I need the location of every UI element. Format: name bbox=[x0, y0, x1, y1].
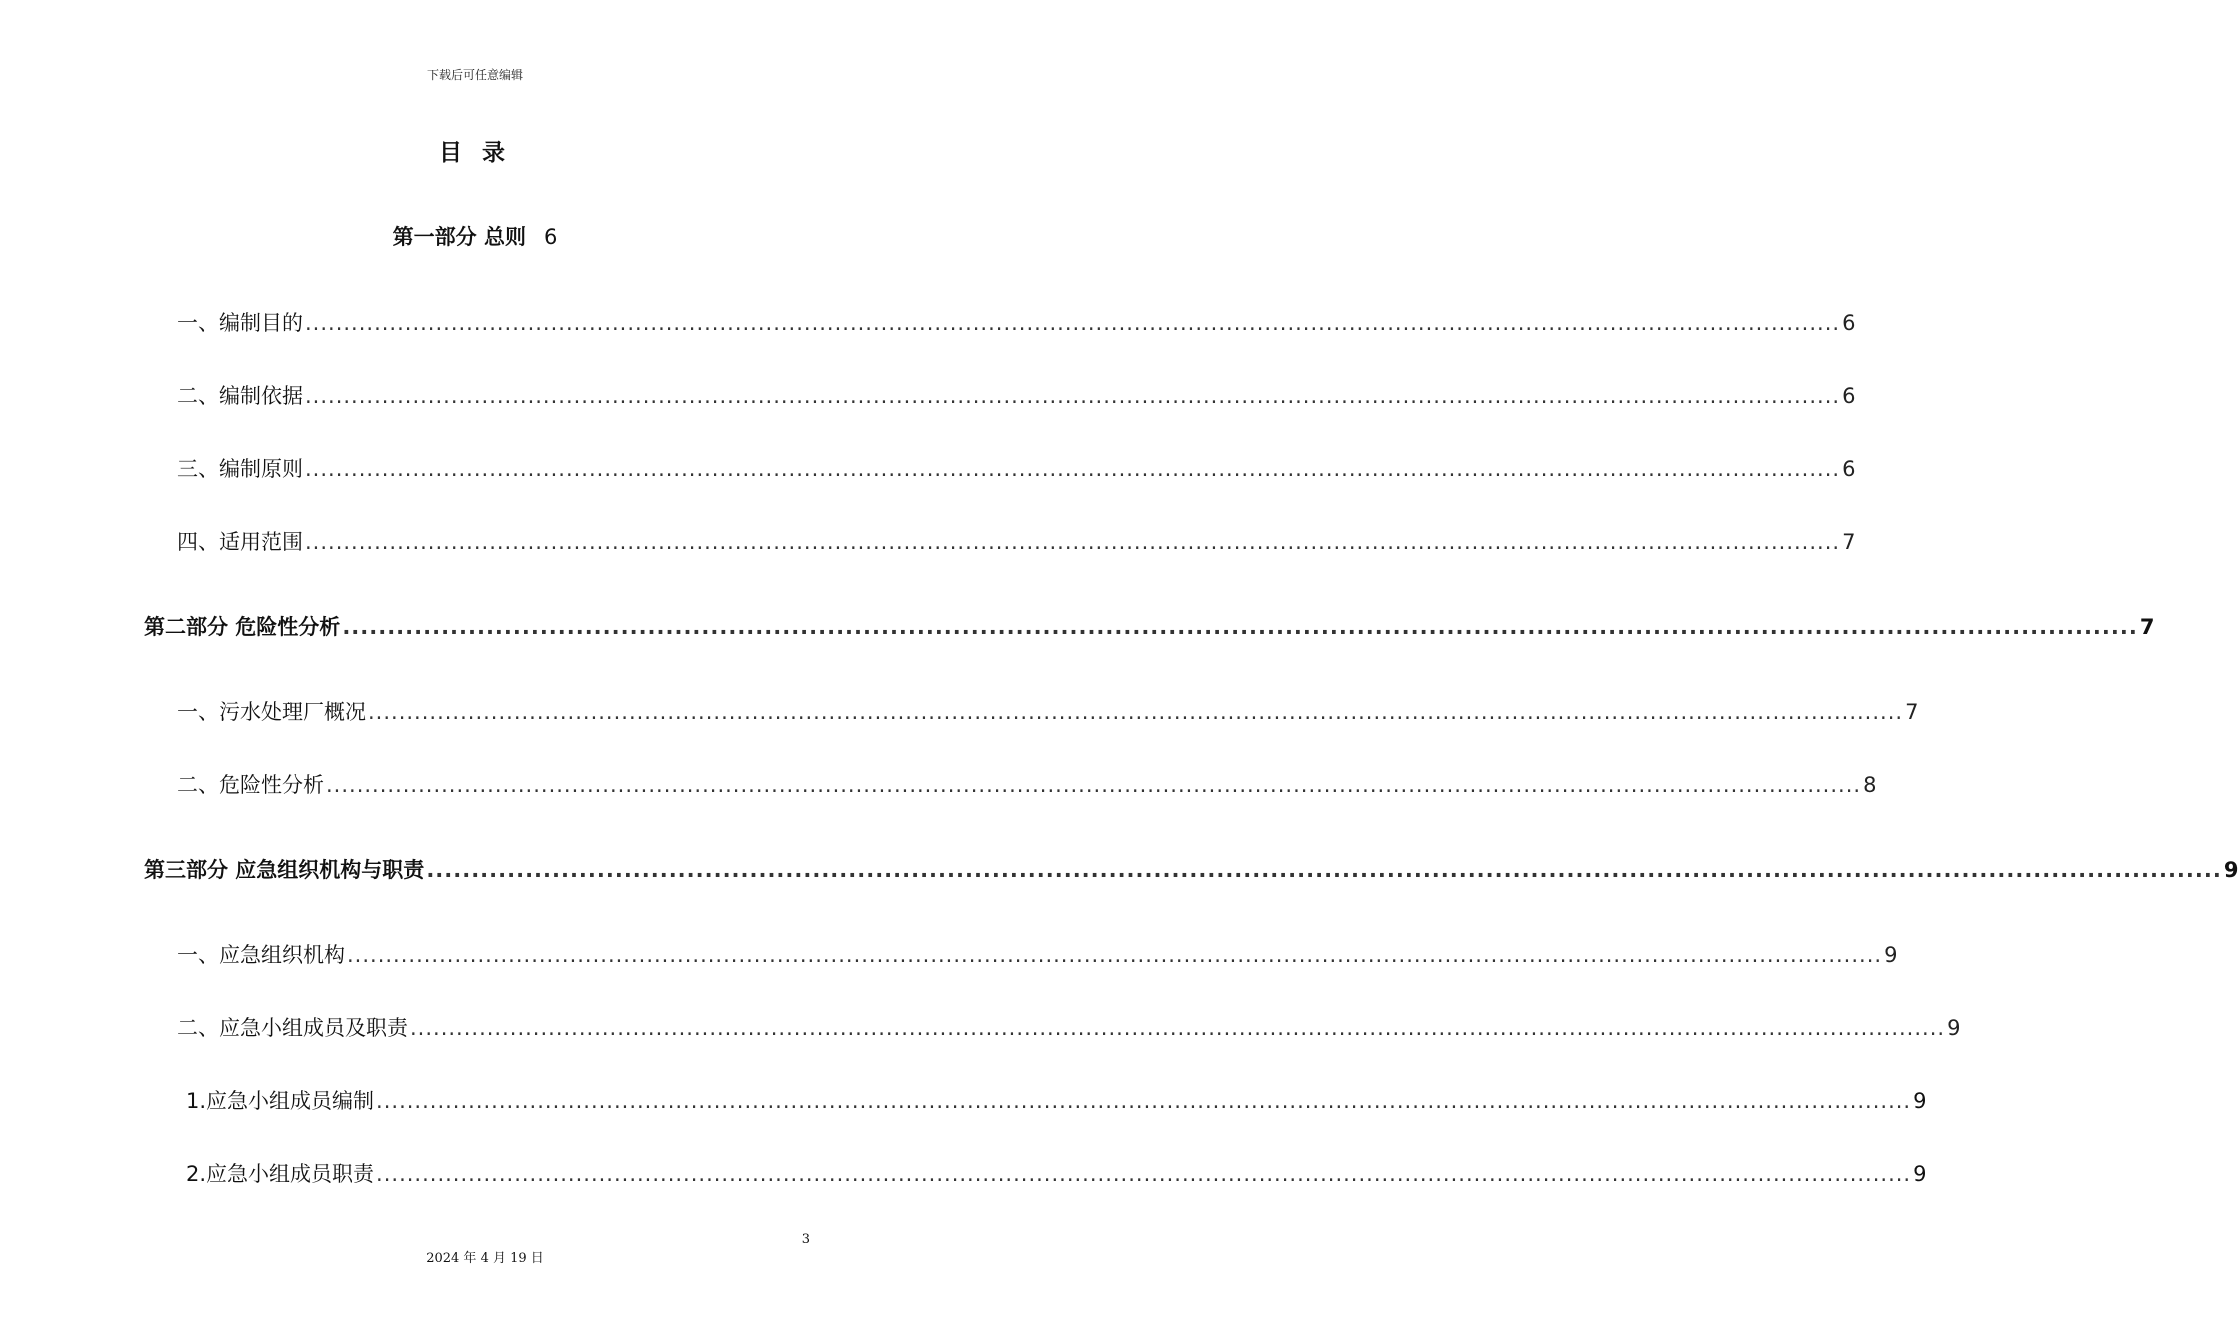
toc-entry-text: 一、应急组织机构 bbox=[177, 943, 345, 967]
toc-leader-dots: ........................................................................................................................................................................................................ bbox=[305, 311, 1841, 335]
toc-part-1-title: 第一部分 总则 bbox=[392, 225, 526, 249]
toc-entry-text: 三、编制原则 bbox=[177, 457, 303, 481]
toc-leader-dots: ........................................................................................................................................................................................................ bbox=[376, 1162, 1912, 1186]
toc-leader-dots: ........................................................................................................................................................................................................ bbox=[326, 773, 1862, 797]
toc-entry-page: 8 bbox=[1863, 773, 1877, 797]
toc-leader-dots: ........................................................................................................................................................................................................ bbox=[305, 384, 1841, 408]
toc-leader-dots: ........................................................................................................................................................................................................ bbox=[426, 858, 2222, 882]
toc-part-1-page: 6 bbox=[543, 225, 558, 249]
toc-entry-page: 6 bbox=[1842, 384, 1856, 408]
toc-entry-page: 7 bbox=[2139, 615, 2155, 639]
toc-entry[interactable] bbox=[177, 453, 1856, 483]
toc-entry[interactable] bbox=[177, 769, 1877, 799]
toc-entry-page: 7 bbox=[1842, 530, 1856, 554]
toc-entry[interactable] bbox=[177, 939, 1898, 969]
toc-entry[interactable] bbox=[177, 1012, 1961, 1042]
toc-entry-text: 二、危险性分析 bbox=[177, 773, 324, 797]
toc-entry-page: 9 bbox=[2223, 858, 2238, 882]
toc-entry-text: 第二部分 危险性分析 bbox=[144, 615, 341, 639]
toc-part-1-heading bbox=[0, 221, 950, 251]
toc-entry-text: 一、污水处理厂概况 bbox=[177, 700, 366, 724]
toc-entry[interactable] bbox=[186, 1085, 1927, 1115]
toc-leader-dots: ........................................................................................................................................................................................................ bbox=[342, 615, 2138, 639]
toc-leader-dots: ........................................................................................................................................................................................................ bbox=[368, 700, 1904, 724]
toc-entry[interactable] bbox=[177, 526, 1856, 556]
page-header: 下载后可任意编辑 bbox=[426, 68, 523, 82]
toc-leader-dots: ........................................................................................................................................................................................................ bbox=[410, 1016, 1946, 1040]
toc-entry-page: 9 bbox=[1947, 1016, 1961, 1040]
toc-entry-page: 9 bbox=[1884, 943, 1898, 967]
toc-leader-dots: ........................................................................................................................................................................................................ bbox=[347, 943, 1883, 967]
toc-entry-text: 二、编制依据 bbox=[177, 384, 303, 408]
toc-entry-text: 1.应急小组成员编制 bbox=[186, 1089, 375, 1113]
toc-entry-text: 一、编制目的 bbox=[177, 311, 303, 335]
toc-part-entry[interactable] bbox=[144, 611, 2155, 641]
toc-entry[interactable] bbox=[186, 1158, 1927, 1188]
toc-leader-dots: ........................................................................................................................................................................................................ bbox=[305, 530, 1841, 554]
toc-entry-text: 四、适用范围 bbox=[177, 530, 303, 554]
toc-entry-page: 9 bbox=[1913, 1089, 1927, 1113]
toc-entry-text: 第三部分 应急组织机构与职责 bbox=[144, 858, 425, 882]
toc-entry[interactable] bbox=[177, 696, 1919, 726]
toc-entry[interactable] bbox=[177, 380, 1856, 410]
toc-entry-page: 6 bbox=[1842, 311, 1856, 335]
toc-entry-page: 6 bbox=[1842, 457, 1856, 481]
page-number: 3 bbox=[801, 1232, 810, 1247]
toc-entry[interactable] bbox=[177, 307, 1856, 337]
toc-leader-dots: ........................................................................................................................................................................................................ bbox=[376, 1089, 1912, 1113]
toc-leader-dots: ........................................................................................................................................................................................................ bbox=[305, 457, 1841, 481]
toc-entry-text: 2.应急小组成员职责 bbox=[186, 1162, 375, 1186]
toc-entry-text: 二、应急小组成员及职责 bbox=[177, 1016, 408, 1040]
toc-entry-page: 9 bbox=[1913, 1162, 1927, 1186]
toc-title: 目 录 bbox=[438, 140, 511, 166]
page-footer-date: 2024 年 4 月 19 日 bbox=[426, 1251, 544, 1266]
toc-part-entry[interactable] bbox=[144, 854, 2238, 884]
toc-entry-page: 7 bbox=[1905, 700, 1919, 724]
